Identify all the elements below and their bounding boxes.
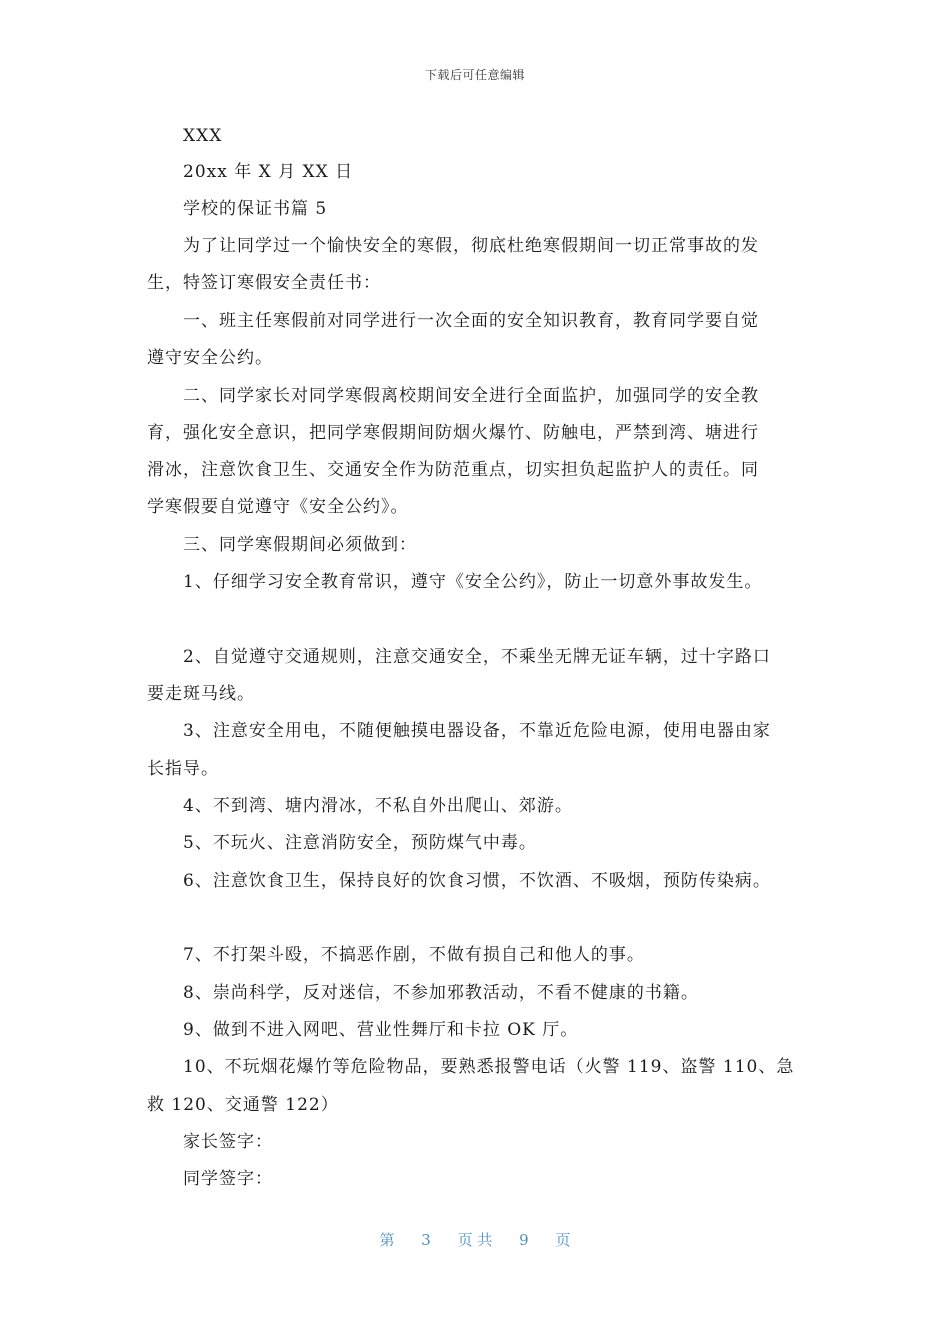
list-item: 2、自觉遵守交通规则，注意交通安全，不乘坐无牌无证车辆，过十字路口: [183, 647, 771, 667]
page-footer: [0, 1229, 950, 1250]
signer-name: XXX: [183, 126, 223, 146]
list-item: 8、崇尚科学，反对迷信，不参加邪教活动，不看不健康的书籍。: [183, 983, 699, 1003]
page-header-note: 下载后可任意编辑: [424, 68, 525, 82]
paragraph-line: 为了让同学过一个愉快安全的寒假，彻底杜绝寒假期间一切正常事故的发: [183, 236, 759, 256]
list-item: 7、不打架斗殴，不搞恶作剧，不做有损自己和他人的事。: [183, 945, 645, 965]
list-item: 9、做到不进入网吧、营业性舞厅和卡拉 OK 厅。: [183, 1020, 579, 1040]
paragraph-line: 三、同学寒假期间必须做到：: [183, 535, 417, 555]
paragraph-line: 遵守安全公约。: [147, 348, 273, 368]
list-item: 长指导。: [147, 759, 219, 779]
list-item: 救 120、交通警 122）: [147, 1095, 339, 1115]
document-date: 20xx 年 X 月 XX 日: [183, 162, 354, 182]
paragraph-line: 一、班主任寒假前对同学进行一次全面的安全知识教育，教育同学要自觉: [183, 311, 759, 331]
list-item: 6、注意饮食卫生，保持良好的饮食习惯，不饮酒、不吸烟，预防传染病。: [183, 871, 771, 891]
student-signature-label: 同学签字：: [183, 1169, 273, 1189]
list-item: 3、注意安全用电，不随便触摸电器设备，不靠近危险电源，使用电器由家: [183, 721, 771, 741]
list-item: 10、不玩烟花爆竹等危险物品，要熟悉报警电话（火警 119、盗警 110、急: [183, 1057, 795, 1077]
footer-current-page: 3: [421, 1231, 431, 1249]
list-item: 要走斑马线。: [147, 684, 255, 704]
footer-label-of: 页 共: [457, 1231, 493, 1249]
paragraph-line: 学寒假要自觉遵守《安全公约》。: [147, 497, 409, 517]
paragraph-line: 生，特签订寒假安全责任书：: [147, 273, 381, 293]
parent-signature-label: 家长签字：: [183, 1132, 273, 1152]
list-item: 5、不玩火、注意消防安全，预防煤气中毒。: [183, 833, 537, 853]
document-title: 学校的保证书篇 5: [183, 199, 328, 219]
footer-total-pages: 9: [519, 1231, 529, 1249]
list-item: 1、仔细学习安全教育常识，遵守《安全公约》，防止一切意外事故发生。: [183, 572, 763, 592]
footer-label-page: 第: [379, 1231, 395, 1249]
list-item: 4、不到湾、塘内滑冰，不私自外出爬山、郊游。: [183, 796, 573, 816]
footer-label-pages: 页: [555, 1231, 571, 1249]
paragraph-line: 育，强化安全意识，把同学寒假期间防烟火爆竹、防触电，严禁到湾、塘进行: [147, 423, 759, 443]
paragraph-line: 滑冰，注意饮食卫生、交通安全作为防范重点，切实担负起监护人的责任。同: [147, 460, 759, 480]
paragraph-line: 二、同学家长对同学寒假离校期间安全进行全面监护，加强同学的安全教: [183, 386, 759, 406]
